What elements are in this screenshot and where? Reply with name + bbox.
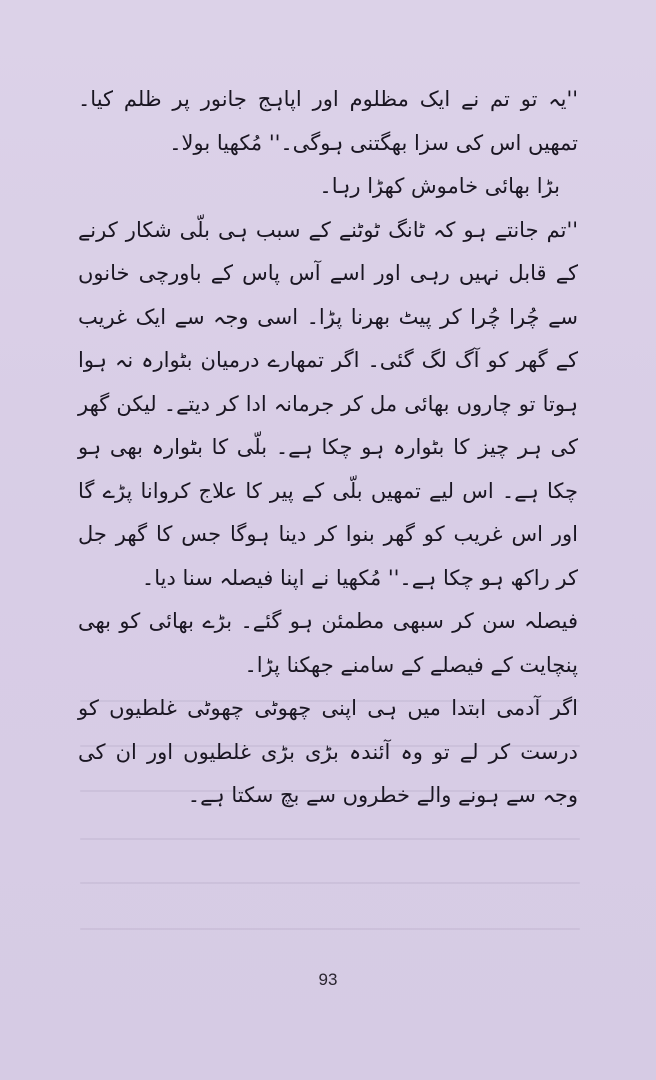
paragraph-moral: اگر آدمی ابتدا میں ہی اپنی چھوٹی چھوٹی غلطیوں کو درست کر لے تو وہ آئندہ بڑی بڑی غلطیوں اور ان کی وجہ سے ہونے والے خطروں سے بچ سکتا ہے۔ [78, 696, 578, 807]
paragraph-outcome: فیصلہ سن کر سبھی مطمئن ہو گئے۔ بڑے بھائی کو بھی پنچایت کے فیصلے کے سامنے جھکنا پڑا۔ [78, 609, 578, 677]
show-through-line [80, 882, 580, 884]
paragraph-brother-silent: بڑا بھائی خاموش کھڑا رہا۔ [319, 174, 560, 198]
paragraph-judgment: ''تم جانتے ہو کہ ٹانگ ٹوٹنے کے سبب ہی بلّی شکار کرنے کے قابل نہیں رہی اور اسے آس پاس کے باورچی خانوں سے چُرا چُرا کر پیٹ بھرنا پڑا۔ اسی وجہ سے ایک غریب کے گھر کو آگ لگ گئی۔ اگر تمھارے درمیان بٹوارہ نہ ہوا ہوتا تو چاروں بھائی مل کر جرمانہ ادا کر دیتے۔ لیکن گھر کی ہر چیز کا بٹوارہ ہو چکا ہے۔ بلّی کا بٹوارہ بھی ہو چکا ہے۔ اس لیے تمھیں بلّی کے پیر کا علاج کروانا پڑے گا اور اس غریب کو گھر بنوا کر دینا ہوگا جس کا گھر جل کر راکھ ہو چکا ہے۔'' مُکھیا نے اپنا فیصلہ سنا دیا۔ [78, 217, 578, 590]
body-text [78, 78, 578, 818]
paragraph-verdict-quote: ''یہ تو تم نے ایک مظلوم اور اپاہج جانور پر ظلم کیا۔ تمھیں اس کی سزا بھگتنی ہوگی۔'' مُکھیا بولا۔ [78, 87, 578, 155]
show-through-line [80, 928, 580, 930]
show-through-line [80, 838, 580, 840]
page-number: 93 [318, 970, 338, 989]
